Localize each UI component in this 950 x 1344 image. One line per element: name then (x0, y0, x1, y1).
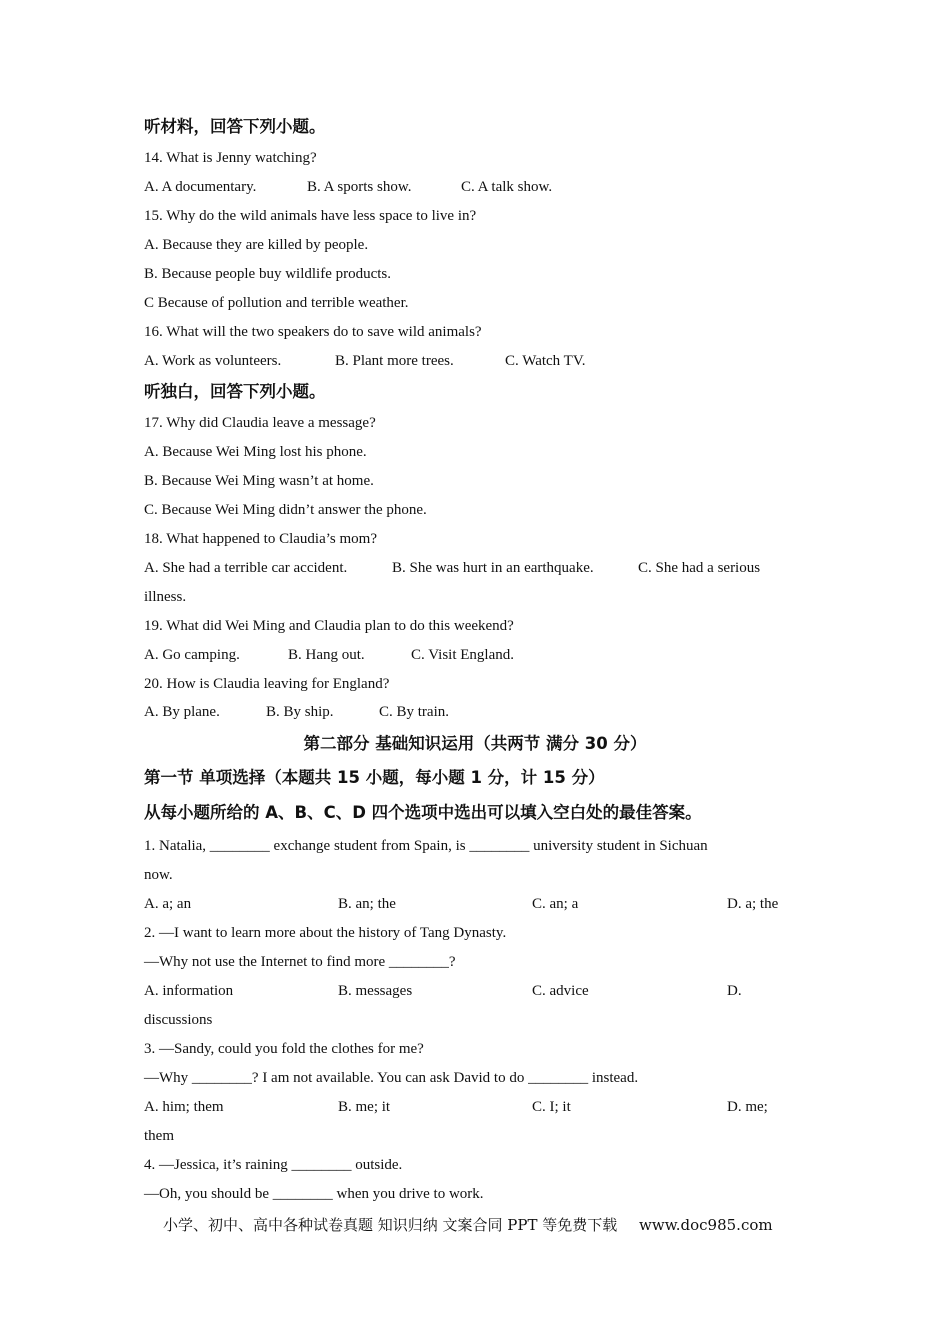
option-d: D. (727, 983, 742, 999)
option-a: A. information (144, 983, 234, 999)
mc-question-4-stem: 4. —Jessica, it’s raining ________ outside. (144, 1157, 403, 1173)
option-b: B. A sports show. (307, 179, 412, 195)
mc-question-2-option-d-continued: discussions (144, 1012, 213, 1028)
option-b: B. Hang out. (288, 647, 365, 663)
option-b: B. By ship. (266, 704, 334, 720)
question-17-option-b: B. Because Wei Ming wasn’t at home. (144, 473, 374, 489)
option-a: A. Go camping. (144, 647, 240, 663)
option-a: A. him; them (144, 1099, 224, 1115)
question-18-stem: 18. What happened to Claudia’s mom? (144, 531, 378, 547)
option-a: A. Work as volunteers. (144, 353, 282, 369)
option-a: A. A documentary. (144, 179, 257, 195)
option-d: D. me; (727, 1099, 768, 1115)
mc-question-1-stem: 1. Natalia, ________ exchange student from Spain, is ________ university student in Sichuan (144, 838, 708, 854)
question-17-stem: 17. Why did Claudia leave a message? (144, 415, 376, 431)
mc-question-2-line-2: —Why not use the Internet to find more ________? (144, 954, 456, 970)
question-17-option-a: A. Because Wei Ming lost his phone. (144, 444, 367, 460)
part-two-instructions: 从每小题所给的 A、B、C、D 四个选项中选出可以填入空白处的最佳答案。 (144, 803, 702, 822)
option-c: C. Visit England. (411, 647, 514, 663)
option-b: B. Plant more trees. (335, 353, 454, 369)
footer-text: 小学、初中、高中各种试卷真题 知识归纳 文案合同 PPT 等免费下载 (163, 1216, 618, 1234)
option-c: C. Watch TV. (505, 353, 586, 369)
page-footer (163, 1214, 773, 1235)
option-c: C. advice (532, 983, 589, 999)
option-c: C. an; a (532, 896, 579, 912)
question-15-option-a: A. Because they are killed by people. (144, 237, 369, 253)
question-20-stem: 20. How is Claudia leaving for England? (144, 676, 390, 692)
option-a: A. By plane. (144, 704, 220, 720)
question-19-stem: 19. What did Wei Ming and Claudia plan to do this weekend? (144, 618, 514, 634)
option-d: D. a; the (727, 896, 779, 912)
option-b: B. me; it (338, 1099, 391, 1115)
option-b: B. messages (338, 983, 413, 999)
mc-question-2-stem: 2. —I want to learn more about the history of Tang Dynasty. (144, 925, 507, 941)
question-15-option-b: B. Because people buy wildlife products. (144, 266, 392, 282)
option-a: A. a; an (144, 896, 192, 912)
mc-question-3-stem: 3. —Sandy, could you fold the clothes for me? (144, 1041, 424, 1057)
question-17-option-c: C. Because Wei Ming didn’t answer the phone. (144, 502, 427, 518)
section-heading-monologue: 听独白，回答下列小题。 (144, 382, 326, 401)
mc-question-3-line-2: —Why ________? I am not available. You can ask David to do ________ instead. (144, 1070, 639, 1086)
question-16-stem: 16. What will the two speakers do to save wild animals? (144, 324, 482, 340)
option-c: C. I; it (532, 1099, 571, 1115)
option-c: C. She had a serious (638, 560, 761, 576)
mc-question-3-option-d-continued: them (144, 1128, 174, 1144)
part-two-section-one-heading: 第一节 单项选择（本题共 15 小题，每小题 1 分，计 15 分） (144, 768, 605, 787)
option-c: C. A talk show. (461, 179, 553, 195)
option-b: B. an; the (338, 896, 396, 912)
option-a: A. She had a terrible car accident. (144, 560, 348, 576)
footer-url[interactable]: www.doc985.com (639, 1216, 773, 1234)
question-18-option-c-continued: illness. (144, 589, 187, 605)
option-b: B. She was hurt in an earthquake. (392, 560, 594, 576)
section-heading-listening-material: 听材料，回答下列小题。 (144, 117, 326, 136)
question-15-stem: 15. Why do the wild animals have less space to live in? (144, 208, 477, 224)
mc-question-4-line-2: —Oh, you should be ________ when you drive to work. (144, 1186, 484, 1202)
question-15-option-c: C Because of pollution and terrible weather. (144, 295, 409, 311)
option-c: C. By train. (379, 704, 449, 720)
mc-question-1-stem-continued: now. (144, 867, 173, 883)
part-two-title: 第二部分 基础知识运用（共两节 满分 30 分） (303, 734, 647, 753)
question-14-stem: 14. What is Jenny watching? (144, 150, 317, 166)
